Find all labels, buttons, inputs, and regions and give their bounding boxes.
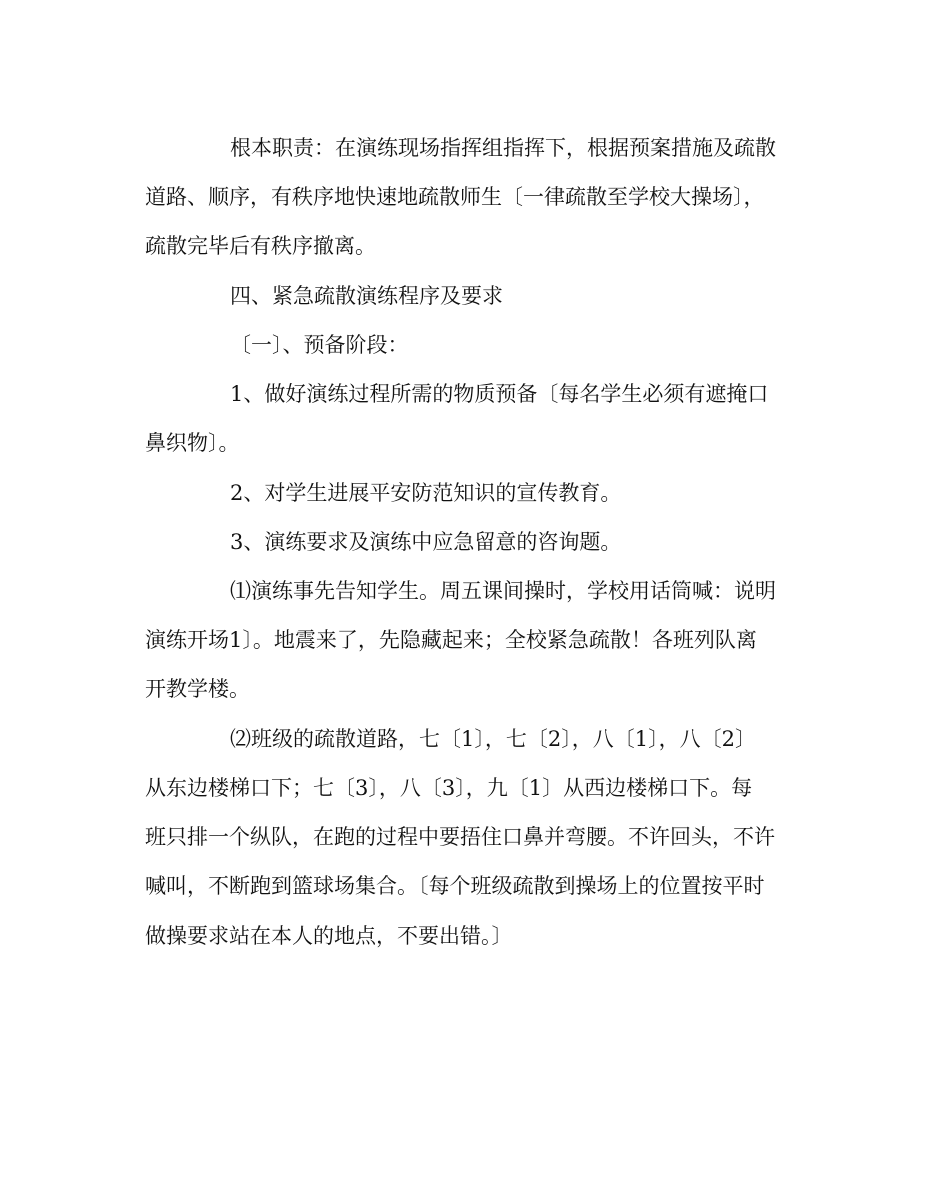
paragraph-line: ⑵班级的疏散道路，七〔1〕，七〔2〕，八〔1〕，八〔2〕 [230, 727, 756, 751]
paragraph-line: 根本职责：在演练现场指挥组指挥下，根据预案措施及疏散 [230, 136, 776, 160]
paragraph-line: 喊叫，不断跑到篮球场集合。〔每个班级疏散到操场上的位置按平时 [145, 874, 765, 898]
paragraph-line: 开教学楼。 [145, 677, 250, 701]
section-heading: 四、紧急疏散演练程序及要求 [230, 284, 503, 308]
paragraph-line: 从东边楼梯口下；七〔3〕，八〔3〕，九〔1〕从西边楼梯口下。每 [145, 776, 753, 800]
paragraph-line: 道路、顺序，有秩序地快速地疏散师生〔一律疏散至学校大操场〕， [145, 185, 765, 209]
paragraph-line: 班只排一个纵队，在跑的过程中要捂住口鼻并弯腰。不许回头，不许 [145, 825, 775, 849]
paragraph-line: 2、对学生进展平安防范知识的宣传教育。 [230, 481, 622, 505]
paragraph-line: 演练开场1〕。地震来了，先隐藏起来；全校紧急疏散！各班列队离 [145, 628, 757, 652]
paragraph-line: ⑴演练事先告知学生。周五课间操时，学校用话筒喊：说明 [230, 579, 776, 603]
paragraph-line: 鼻织物〕。 [145, 431, 240, 455]
paragraph-line: 疏散完毕后有秩序撤离。 [145, 234, 376, 258]
subsection-heading: 〔一〕、预备阶段： [230, 333, 409, 357]
paragraph-line: 做操要求站在本人的地点，不要出错。〕 [145, 924, 513, 948]
paragraph-line: 1、做好演练过程所需的物质预备〔每名学生必须有遮掩口 [230, 382, 769, 406]
paragraph-line: 3、演练要求及演练中应急留意的咨询题。 [230, 530, 622, 554]
